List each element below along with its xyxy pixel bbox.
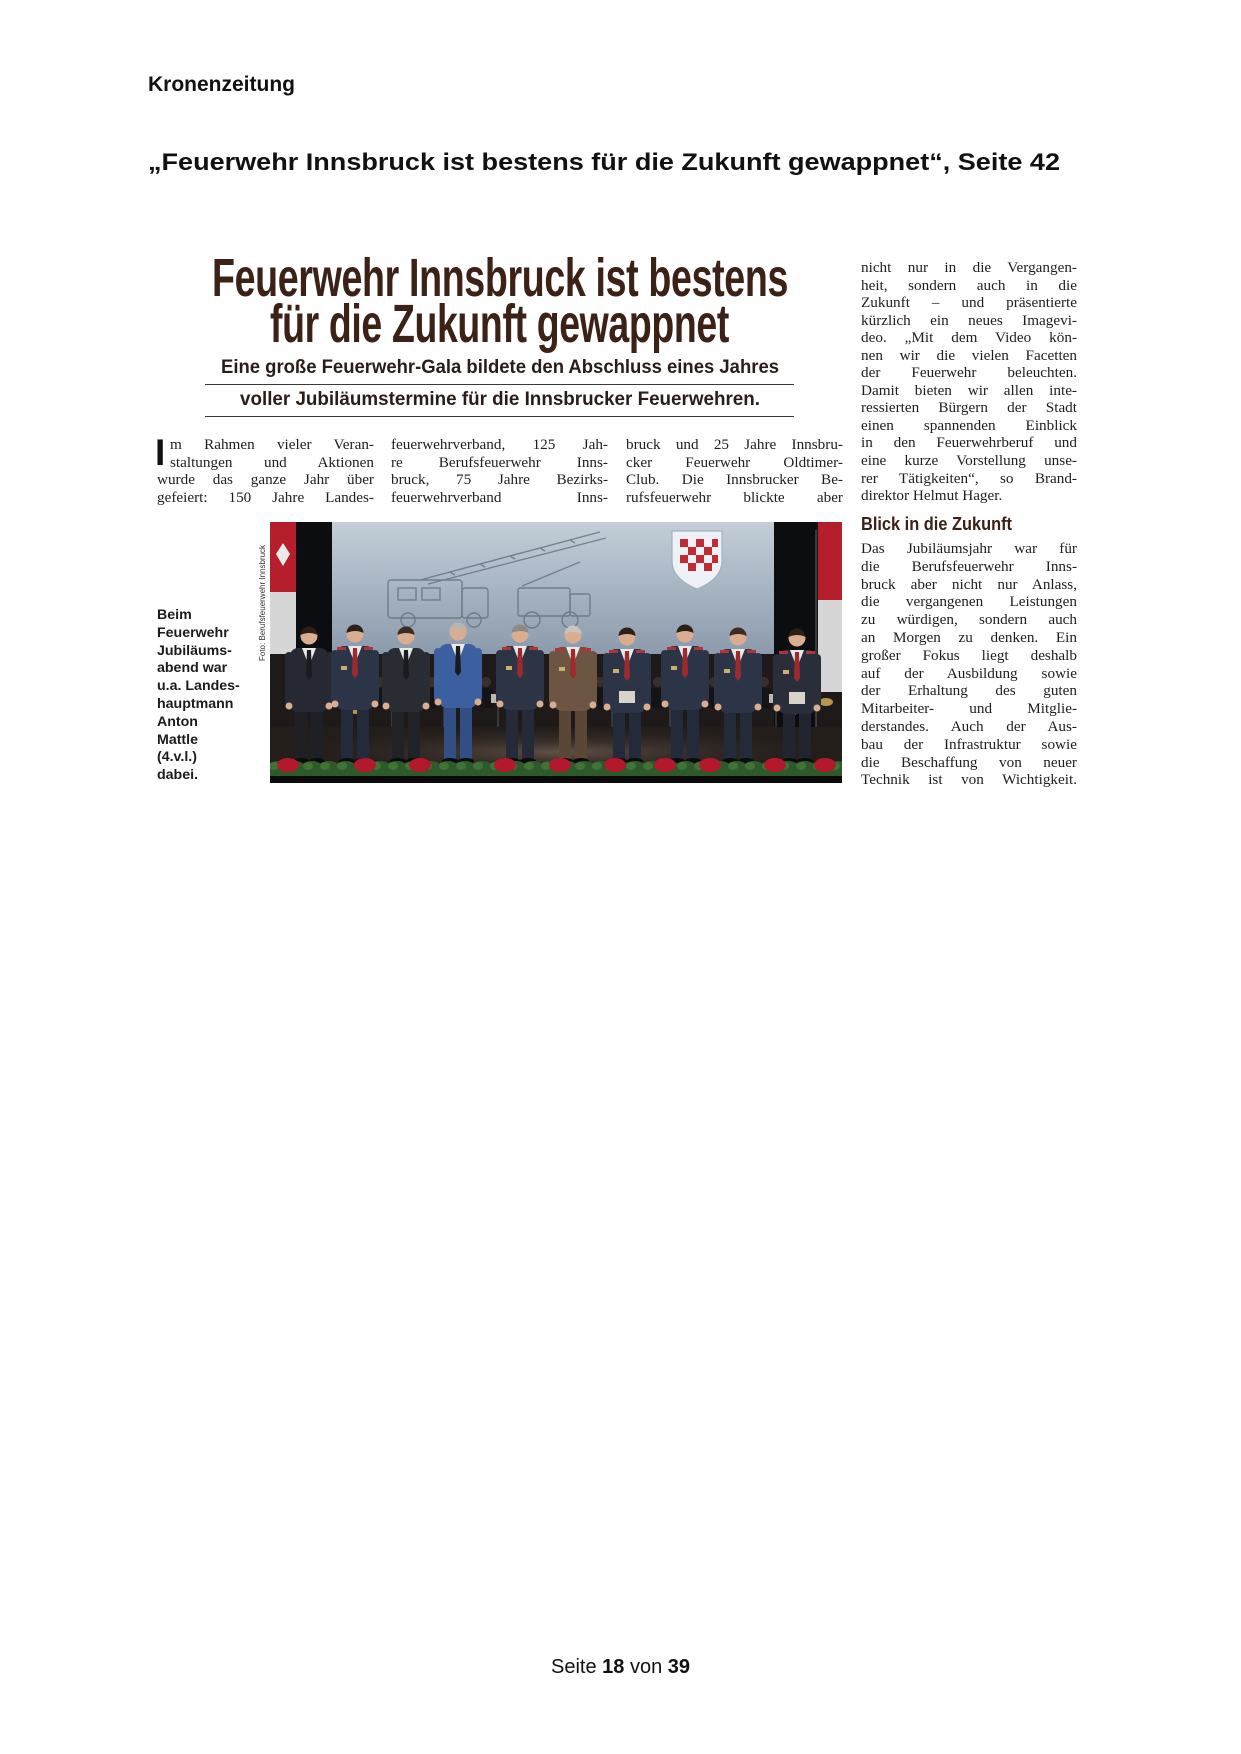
person-hand <box>383 703 390 710</box>
body-line: in den Feuerwehrberuf und <box>861 434 1077 452</box>
person-leg <box>357 706 369 760</box>
person-leg <box>613 709 625 760</box>
sidebar-subhead-text: Blick in die Zukunft <box>861 514 1012 534</box>
person-tie <box>517 648 523 678</box>
body-line: derstandes. Auch der Aus- <box>861 717 1077 735</box>
person-hand <box>662 701 669 708</box>
person-tie <box>455 646 461 676</box>
person-hand <box>475 699 482 706</box>
body-line: zu würdigen, sondern auch <box>861 611 1077 629</box>
poinsettia <box>699 758 721 772</box>
body-column-3 <box>626 436 843 506</box>
person-hand <box>423 703 430 710</box>
person-tie <box>624 651 630 681</box>
body-line: die Beschaffung von neuer <box>861 753 1077 771</box>
plant-leaf <box>439 762 449 770</box>
drop-cap: I <box>155 432 166 473</box>
caption-line: (4.v.l.) <box>157 749 197 766</box>
body-line: nicht nur in die Vergangen- <box>861 259 1077 276</box>
person-hand <box>372 701 379 708</box>
body-line: re Berufsfeuerwehr Inns- <box>391 453 608 471</box>
plant-leaf <box>626 762 636 770</box>
plant-leaf <box>456 762 466 770</box>
person-leg <box>408 708 420 760</box>
uniform-epaulette <box>694 647 703 650</box>
caption-line: abend war <box>157 660 228 677</box>
plant-leaf <box>796 762 806 770</box>
sidebar-column-top <box>861 259 1077 505</box>
body-line: ressierten Bürgern der Stadt <box>861 399 1077 417</box>
uniform-badge <box>506 666 512 670</box>
body-line: die vergangenen Leistungen <box>861 593 1077 611</box>
body-line: die Berufsfeuerwehr Inns- <box>861 557 1077 575</box>
caption-line: hauptmann <box>157 695 234 712</box>
person-tie <box>570 649 576 679</box>
uniform-badge <box>783 670 789 674</box>
plant-leaf <box>337 762 347 770</box>
plant-leaf <box>320 762 330 770</box>
uniform-epaulette <box>364 647 373 650</box>
person-hand <box>814 705 821 712</box>
body-line: staltungen und Aktionen <box>170 453 374 471</box>
subheadline-line-2 <box>240 388 760 412</box>
caption-line: Beim <box>157 607 192 623</box>
caption-line: Feuerwehr <box>157 624 229 641</box>
body-line: Club. Die Innsbrucker Be- <box>626 471 843 489</box>
headline-text: für die Zukunft gewappnet <box>270 294 729 354</box>
person-leg <box>687 706 699 760</box>
poinsettia <box>814 758 836 772</box>
body-line: wurde das ganze Jahr über <box>157 471 374 489</box>
uniform-epaulette <box>667 647 676 650</box>
person-tie <box>403 650 409 680</box>
body-line: rer Tätigkeiten“, so Brand- <box>861 469 1077 487</box>
uniform-epaulette <box>747 650 756 653</box>
person-hand <box>774 705 781 712</box>
body-column-1 <box>155 432 374 506</box>
poinsettia <box>549 758 571 772</box>
body-line: an Morgen zu denken. Ein <box>861 628 1077 646</box>
person-leg <box>559 707 571 760</box>
uniform-epaulette <box>806 651 815 654</box>
person-tie <box>794 652 800 682</box>
body-line: auf der Ausbildung sowie <box>861 664 1077 682</box>
headline-line-2 <box>270 294 729 354</box>
musician-head <box>481 677 491 687</box>
person-tie <box>352 648 358 678</box>
person-leg <box>460 704 472 760</box>
plant-leaf <box>575 762 585 770</box>
body-line: der Feuerwehr beleuchten. <box>861 364 1077 382</box>
person-leg <box>629 709 641 760</box>
photo-caption <box>157 607 253 785</box>
caption-line: Mattle <box>157 731 198 748</box>
person-tie <box>735 651 741 681</box>
person-hand <box>604 704 611 711</box>
plant-leaf <box>592 762 602 770</box>
plant-leaf <box>473 762 483 770</box>
person-leg <box>392 708 404 760</box>
person-leg <box>341 706 353 760</box>
uniform-epaulette <box>779 651 788 654</box>
person-hand <box>715 704 722 711</box>
poinsettia <box>277 758 299 772</box>
uniform-badge <box>613 669 619 673</box>
plant-leaf <box>388 762 398 770</box>
body-line: bau der Infrastruktur sowie <box>861 735 1077 753</box>
page-footer <box>0 1654 1241 1680</box>
caption-line: Jubiläums- <box>157 642 232 659</box>
plant-leaf <box>303 762 313 770</box>
poinsettia <box>494 758 516 772</box>
uniform-epaulette <box>337 647 346 650</box>
headline-text: Feuerwehr Innsbruck ist bestens <box>212 248 788 308</box>
clipping-title-text: „Feuerwehr Innsbruck ist bestens für die Zukunft gewappnet“, Seite 42 <box>148 149 1060 176</box>
person-leg <box>575 707 587 760</box>
person-hand <box>286 703 293 710</box>
person-hand <box>702 701 709 708</box>
person-leg <box>444 704 456 760</box>
poinsettia <box>354 758 376 772</box>
subheadline-text: voller Jubiläumstermine für die Innsbrucker Feuerwehren. <box>240 389 760 410</box>
caption-line: Anton <box>157 713 198 730</box>
body-line: bruck, 75 Jahre Bezirks- <box>391 471 608 489</box>
body-line: m Rahmen vieler Veran- <box>170 436 374 453</box>
body-line: Damit bieten wir allen inte- <box>861 381 1077 399</box>
person-leg <box>740 709 752 760</box>
person-tie <box>682 648 688 678</box>
uniform-epaulette <box>636 650 645 653</box>
person-leg <box>522 706 534 760</box>
person-hand <box>326 703 333 710</box>
person-hand <box>550 702 557 709</box>
body-line: Zukunft – und präsentierte <box>861 294 1077 312</box>
person-hand <box>435 699 442 706</box>
uniform-epaulette <box>529 647 538 650</box>
plant-leaf <box>643 762 653 770</box>
plant-leaf <box>728 762 738 770</box>
person-hand <box>537 701 544 708</box>
body-line: bruck und 25 Jahre Innsbru- <box>626 436 843 453</box>
body-line: deo. „Mit dem Video kön- <box>861 329 1077 347</box>
person-leg <box>295 708 307 760</box>
subheadline-text: Eine große Feuerwehr-Gala bildete den Abschluss eines Jahres <box>221 357 779 378</box>
person-hand <box>497 701 504 708</box>
brass-instrument <box>819 698 833 706</box>
body-line: direktor Helmut Hager. <box>861 487 1003 505</box>
footer-label-of: von <box>629 1656 663 1678</box>
body-line: feuerwehrverband Inns- <box>391 488 608 506</box>
sidebar-subhead <box>861 513 1012 535</box>
award-plaque <box>619 691 635 703</box>
body-line: kürzlich ein neues Imagevi- <box>861 311 1077 329</box>
uniform-epaulette <box>609 650 618 653</box>
plant-leaf <box>677 762 687 770</box>
person-leg <box>724 709 736 760</box>
person-hand <box>332 701 339 708</box>
uniform-epaulette <box>555 648 564 651</box>
person-leg <box>311 708 323 760</box>
person-tie <box>306 650 312 680</box>
person-leg <box>671 706 683 760</box>
person-leg <box>799 710 811 760</box>
stage-edge <box>270 776 842 783</box>
person-hand <box>590 702 597 709</box>
body-line: einen spannenden Einblick <box>861 416 1077 434</box>
gala-photo <box>270 522 842 783</box>
uniform-epaulette <box>582 648 591 651</box>
award-plaque <box>789 692 805 704</box>
source-name: Kronenzeitung <box>148 73 295 96</box>
plant-leaf <box>524 762 534 770</box>
uniform-badge <box>341 666 347 670</box>
poinsettia <box>654 758 676 772</box>
subheadline-line-1 <box>221 356 779 380</box>
body-line: Das Jubiläumsjahr war für <box>861 540 1077 557</box>
body-line: Technik ist von Wichtigkeit. <box>861 771 1077 789</box>
uniform-badge <box>559 667 565 671</box>
uniform-epaulette <box>502 647 511 650</box>
body-line: Mitarbeiter- und Mitglie- <box>861 700 1077 718</box>
photo-credit: Foto: Berufsfeuerwehr Innsbruck <box>258 544 267 661</box>
body-line: feuerwehrverband, 125 Jah- <box>391 436 608 453</box>
body-line: heit, sondern auch in die <box>861 276 1077 294</box>
body-line: nen wir die vielen Facetten <box>861 346 1077 364</box>
body-line: großer Fokus liegt deshalb <box>861 646 1077 664</box>
body-line: bruck aber nicht nur Anlass, <box>861 575 1077 593</box>
poinsettia <box>604 758 626 772</box>
person-hand <box>644 704 651 711</box>
person-leg <box>783 710 795 760</box>
body-line: cker Feuerwehr Oldtimer- <box>626 453 843 471</box>
person-hand <box>755 704 762 711</box>
uniform-badge <box>724 669 730 673</box>
poinsettia <box>764 758 786 772</box>
body-line: rufsfeuerwehr blickte aber <box>626 488 843 506</box>
divider-rule <box>205 416 794 417</box>
body-line: eine kurze Vorstellung unse- <box>861 452 1077 470</box>
footer-label-page: Seite <box>550 1656 597 1678</box>
body-line: der Erhaltung des guten <box>861 682 1077 700</box>
sidebar-column-bottom <box>861 540 1077 789</box>
footer-page-number: 18 <box>602 1656 625 1678</box>
caption-line: dabei. <box>157 767 198 784</box>
body-line: gefeiert: 150 Jahre Landes- <box>157 488 374 506</box>
person-leg <box>506 706 518 760</box>
body-column-2 <box>391 436 608 506</box>
uniform-badge <box>671 666 677 670</box>
poinsettia <box>409 758 431 772</box>
clipping-title <box>148 147 1060 179</box>
footer-page-total: 39 <box>667 1656 691 1678</box>
plant-leaf <box>745 762 755 770</box>
uniform-epaulette <box>720 650 729 653</box>
divider-rule <box>205 384 794 385</box>
caption-line: u.a. Landes- <box>157 678 240 695</box>
